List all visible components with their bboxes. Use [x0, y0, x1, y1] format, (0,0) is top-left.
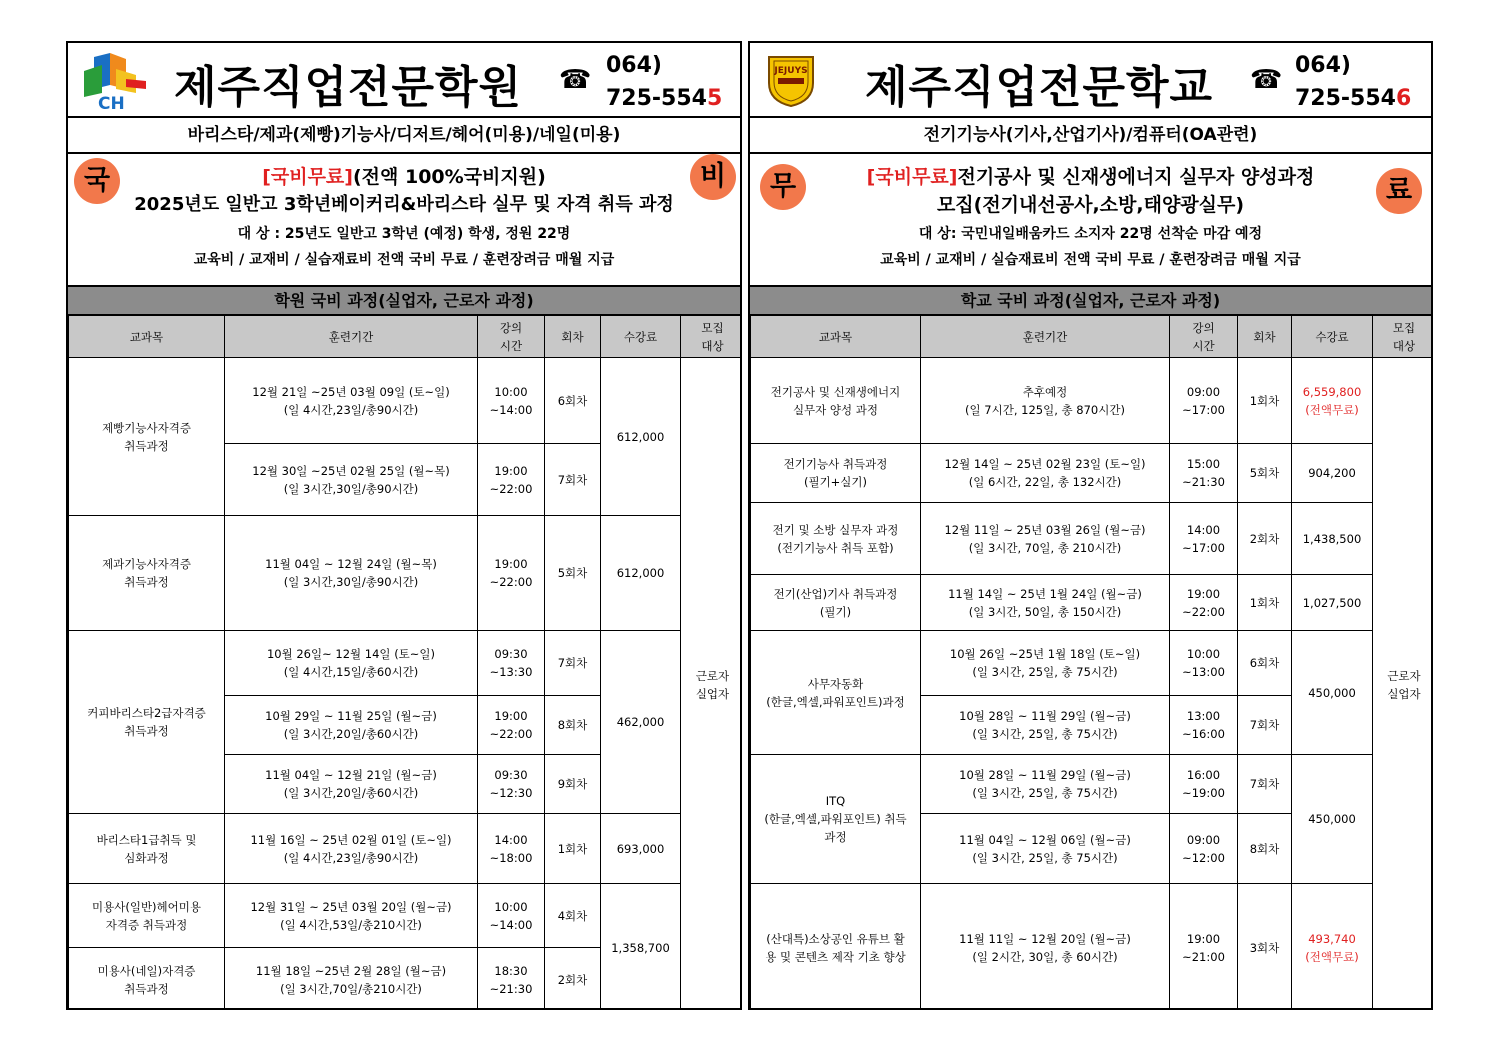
course-time: 09:30 ~13:30	[478, 631, 545, 696]
course-time: 09:30 ~12:30	[478, 755, 545, 814]
course-fee: 6,559,800 (전액무료)	[1292, 358, 1373, 444]
school-courses-bar: 학교 국비 과정(실업자, 근로자 과정)	[750, 285, 1431, 315]
badge-bi: 비	[690, 154, 736, 200]
school-phone	[1295, 49, 1411, 115]
course-fee: 612,000	[601, 358, 681, 516]
header-fee: 수강료	[601, 316, 681, 358]
school-panel	[748, 41, 1433, 1010]
course-session: 2회차	[545, 948, 601, 1011]
course-period: 11월 04일 ~ 12월 21일 (월~금) (일 3시간,20일/총60시간)	[225, 755, 478, 814]
course-time: 10:00 ~13:00	[1170, 631, 1238, 696]
phone-number: 725-554	[1295, 86, 1396, 111]
course-session: 3회차	[1238, 884, 1292, 1011]
phone-icon: ☎	[1250, 65, 1283, 95]
course-name: 사무자동화 (한글,엑셀,파워포인트)과정	[751, 631, 921, 755]
course-session: 5회차	[545, 516, 601, 631]
course-period: 12월 30일 ~25년 02월 25일 (월~목) (일 3시간,30일/총90시간)	[225, 444, 478, 516]
course-fee: 493,740 (전액무료)	[1292, 884, 1373, 1011]
table-row	[751, 358, 1434, 444]
course-name: 전기공사 및 신재생에너지 실무자 양성 과정	[751, 358, 921, 444]
academy-phone	[606, 49, 722, 115]
course-time: 10:00 ~14:00	[478, 884, 545, 948]
header-fee: 수강료	[1292, 316, 1373, 358]
course-time: 15:00 ~21:30	[1170, 444, 1238, 503]
course-session: 6회차	[545, 358, 601, 444]
course-session: 7회차	[545, 631, 601, 696]
header-course: 교과목	[751, 316, 921, 358]
table-row	[751, 575, 1434, 631]
course-fee: 462,000	[601, 631, 681, 814]
course-period: 11월 18일 ~25년 2월 28일 (월~금) (일 3시간,70일/총210시간)	[225, 948, 478, 1011]
phone-prefix: 064)	[606, 53, 662, 78]
academy-header	[68, 43, 740, 118]
course-time: 19:00 ~22:00	[478, 444, 545, 516]
table-row	[751, 503, 1434, 575]
course-period: 10월 29일 ~ 11월 25일 (월~금) (일 3시간,20일/총60시간)	[225, 696, 478, 755]
course-period: 12월 11일 ~ 25년 03월 26일 (월~금) (일 3시간, 70일, 총 210시간)	[921, 503, 1170, 575]
course-name: 전기 및 소방 실무자 과정 (전기기능사 취득 포함)	[751, 503, 921, 575]
course-time: 18:30 ~21:30	[478, 948, 545, 1011]
academy-logo	[80, 51, 150, 111]
course-session: 7회차	[545, 444, 601, 516]
course-fee: 450,000	[1292, 755, 1373, 884]
course-target: 근로자 실업자	[681, 358, 743, 1011]
promo-free-tag: [국비무료]	[262, 166, 353, 188]
table-row	[69, 814, 743, 884]
course-time: 14:00 ~18:00	[478, 814, 545, 884]
course-time: 16:00 ~19:00	[1170, 755, 1238, 814]
academy-subjects: 바리스타/제과(제빵)기능사/디저트/헤어(미용)/네일(미용)	[68, 118, 740, 154]
course-period: 11월 14일 ~ 25년 1월 24일 (월~금) (일 3시간, 50일, 총 150시간)	[921, 575, 1170, 631]
course-session: 5회차	[1238, 444, 1292, 503]
promo-free-tag: [국비무료]	[866, 166, 958, 188]
course-name: ITQ (한글,엑셀,파워포인트) 취득 과정	[751, 755, 921, 884]
promo-headline-text: (전액 100%국비지원)	[352, 166, 546, 188]
course-period: 추후예정 (일 7시간, 125일, 총 870시간)	[921, 358, 1170, 444]
course-name: 커피바리스타2급자격증 취득과정	[69, 631, 225, 814]
course-time: 14:00 ~17:00	[1170, 503, 1238, 575]
course-fee: 1,438,500	[1292, 503, 1373, 575]
course-session: 1회차	[1238, 575, 1292, 631]
course-period: 10월 28일 ~ 11월 29일 (월~금) (일 3시간, 25일, 총 75시간)	[921, 696, 1170, 755]
course-session: 6회차	[1238, 631, 1292, 696]
course-fee: 612,000	[601, 516, 681, 631]
promo-target: 대 상: 국민내일배움카드 소지자 22명 선착순 마감 예정	[918, 226, 1263, 242]
promo-headline	[750, 162, 1431, 189]
course-session: 9회차	[545, 755, 601, 814]
table-row	[69, 358, 743, 444]
phone-number: 725-554	[606, 86, 707, 111]
course-time: 19:00 ~21:00	[1170, 884, 1238, 1011]
promo-target: 대 상 : 25년도 일반고 3학년 (예정) 학생, 정원 22명	[237, 226, 571, 242]
course-session: 7회차	[1238, 755, 1292, 814]
school-logo	[766, 53, 816, 108]
course-period: 11월 11일 ~ 12월 20일 (월~금) (일 2시간, 30일, 총 60시간)	[921, 884, 1170, 1011]
course-time: 09:00 ~17:00	[1170, 358, 1238, 444]
course-time: 09:00 ~12:00	[1170, 814, 1238, 884]
course-fee: 693,000	[601, 814, 681, 884]
academy-promo	[68, 154, 740, 285]
course-time: 13:00 ~16:00	[1170, 696, 1238, 755]
header-hours: 강의 시간	[1170, 316, 1238, 358]
svg-text:JEJUYS: JEJUYS	[774, 66, 808, 76]
phone-prefix: 064)	[1295, 53, 1351, 78]
promo-benefits: 교육비 / 교재비 / 실습재료비 전액 국비 무료 / 훈련장려금 매월 지급	[193, 252, 615, 268]
badge-ryo: 료	[1376, 168, 1422, 214]
table-row	[751, 755, 1434, 814]
table-row	[69, 631, 743, 696]
table-header-row	[751, 316, 1434, 358]
promo-course-name: 모집(전기내선공사,소방,태양광실무)	[936, 194, 1245, 216]
course-name: 전기(산업)기사 취득과정 (필기)	[751, 575, 921, 631]
course-period: 11월 04일 ~ 12월 24일 (월~목) (일 3시간,30일/총90시간)	[225, 516, 478, 631]
course-name: (산대특)소상공인 유튜브 활 용 및 콘텐츠 제작 기초 향상	[751, 884, 921, 1011]
course-session: 8회차	[545, 696, 601, 755]
course-fee: 904,200	[1292, 444, 1373, 503]
table-row	[751, 444, 1434, 503]
course-session: 4회차	[545, 884, 601, 948]
school-promo	[750, 154, 1431, 285]
phone-last-digit: 5	[706, 86, 723, 111]
course-session: 8회차	[1238, 814, 1292, 884]
course-time: 19:00 ~22:00	[478, 696, 545, 755]
course-period: 12월 21일 ~25년 03월 09일 (토~일) (일 4시간,23일/총90시간)	[225, 358, 478, 444]
course-name: 바리스타1급취득 및 심화과정	[69, 814, 225, 884]
academy-title: 제주직업전문학원	[174, 62, 523, 113]
header-period: 훈련기간	[225, 316, 478, 358]
course-name: 제과기능사자격증 취득과정	[69, 516, 225, 631]
course-period: 11월 04일 ~ 12월 06일 (월~금) (일 3시간, 25일, 총 75시간)	[921, 814, 1170, 884]
course-time: 10:00 ~14:00	[478, 358, 545, 444]
header-session: 회차	[1238, 316, 1292, 358]
promo-headline-text: 전기공사 및 신재생에너지 실무자 양성과정	[957, 166, 1315, 188]
table-row	[69, 884, 743, 948]
school-header	[750, 43, 1431, 118]
header-period: 훈련기간	[921, 316, 1170, 358]
course-target: 근로자 실업자	[1373, 358, 1434, 1011]
course-name: 제빵기능사자격증 취득과정	[69, 358, 225, 516]
course-period: 10월 26일~ 12월 14일 (토~일) (일 4시간,15일/총60시간)	[225, 631, 478, 696]
badge-guk: 국	[74, 158, 120, 204]
academy-courses-bar: 학원 국비 과정(실업자, 근로자 과정)	[68, 285, 740, 315]
course-fee: 450,000	[1292, 631, 1373, 755]
course-session: 7회차	[1238, 696, 1292, 755]
table-row	[69, 516, 743, 631]
course-fee: 1,027,500	[1292, 575, 1373, 631]
course-name: 전기기능사 취득과정 (필기+실기)	[751, 444, 921, 503]
course-name: 미용사(일반)헤어미용 자격증 취득과정	[69, 884, 225, 948]
course-period: 12월 14일 ~ 25년 02월 23일 (토~일) (일 6시간, 22일, 총 132시간)	[921, 444, 1170, 503]
academy-panel	[66, 41, 742, 1010]
course-period: 10월 26일 ~25년 1월 18일 (토~일) (일 3시간, 25일, 총 75시간)	[921, 631, 1170, 696]
phone-icon: ☎	[559, 65, 592, 95]
course-session: 1회차	[545, 814, 601, 884]
academy-course-table	[68, 315, 742, 1010]
course-period: 12월 31일 ~ 25년 03월 20일 (월~금) (일 4시간,53일/총210시간)	[225, 884, 478, 948]
course-period: 10월 28일 ~ 11월 29일 (월~금) (일 3시간, 25일, 총 75시간)	[921, 755, 1170, 814]
course-session: 2회차	[1238, 503, 1292, 575]
promo-benefits: 교육비 / 교재비 / 실습재료비 전액 국비 무료 / 훈련장려금 매월 지급	[880, 252, 1301, 268]
course-session: 1회차	[1238, 358, 1292, 444]
header-session: 회차	[545, 316, 601, 358]
course-period: 11월 16일 ~ 25년 02월 01일 (토~일) (일 4시간,23일/총90시간)	[225, 814, 478, 884]
phone-last-digit: 6	[1395, 86, 1412, 111]
promo-headline	[68, 162, 740, 189]
header-course: 교과목	[69, 316, 225, 358]
table-row	[751, 884, 1434, 1011]
svg-text:CH: CH	[98, 94, 125, 111]
course-time: 19:00 ~22:00	[478, 516, 545, 631]
school-title: 제주직업전문학교	[865, 62, 1214, 113]
header-target: 모집 대상	[681, 316, 743, 358]
course-fee: 1,358,700	[601, 884, 681, 1011]
table-header-row	[69, 316, 743, 358]
school-course-table	[750, 315, 1433, 1010]
table-row	[751, 631, 1434, 696]
course-name: 미용사(네일)자격증 취득과정	[69, 948, 225, 1011]
badge-mu: 무	[760, 164, 806, 210]
promo-course-name: 2025년도 일반고 3학년베이커리&바리스타 실무 및 자격 취득 과정	[134, 194, 674, 215]
school-subjects: 전기기능사(기사,산업기사)/컴퓨터(OA관련)	[750, 118, 1431, 154]
course-time: 19:00 ~22:00	[1170, 575, 1238, 631]
header-target: 모집 대상	[1373, 316, 1434, 358]
header-hours: 강의 시간	[478, 316, 545, 358]
